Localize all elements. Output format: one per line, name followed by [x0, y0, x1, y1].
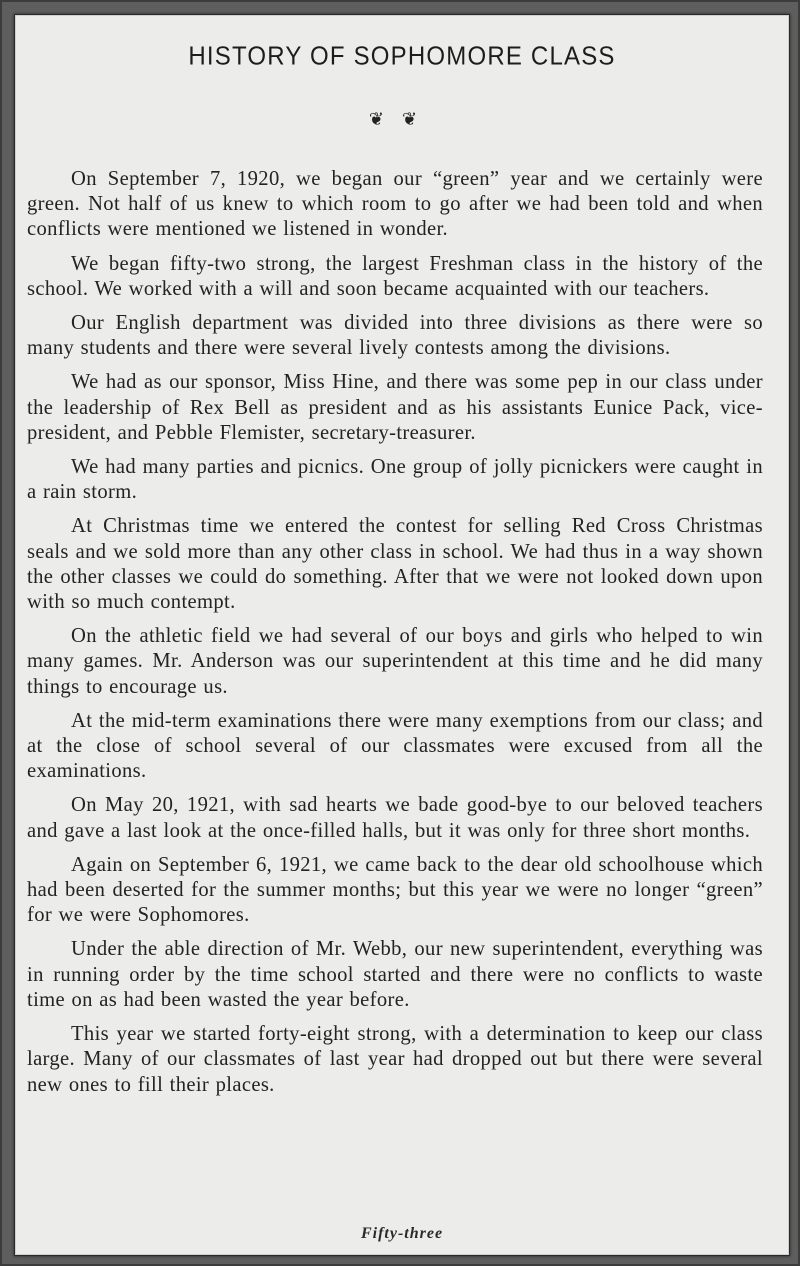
paragraph: We had many parties and picnics. One group of jolly picnickers were caught in a rain storm. — [27, 456, 763, 504]
paragraph: Our English department was divided into three divisions as there were so many students and there were several lively contests among the divisions. — [27, 312, 763, 360]
fleuron-icon: ❦ — [368, 109, 402, 130]
paragraph: On May 20, 1921, with sad hearts we bade good-bye to our beloved teachers and gave a last look at the once-filled halls, but it was only for three short months. — [27, 794, 763, 842]
paragraph: At Christmas time we entered the contest for selling Red Cross Christmas seals and we sold more than any other class in school. We had thus in a way shown the other classes we could do something. After that we were not looked down upon with so much contempt. — [27, 515, 763, 614]
paragraph: Under the able direction of Mr. Webb, our new superintendent, everything was in running order by the time school started and there were no conflicts to waste time on as had been wasted the year before. — [27, 938, 763, 1011]
paragraph: Again on September 6, 1921, we came back to the dear old schoolhouse which had been deserted for the summer months; but this year we were no longer “green” for we were Sophomores. — [27, 853, 763, 927]
ornament-divider — [15, 109, 789, 130]
paragraph: We began fifty-two strong, the largest Freshman class in the history of the school. We worked with a will and soon became acquainted with our teachers. — [27, 252, 763, 300]
page-number: Fifty-three — [360, 1225, 444, 1242]
paragraph: On September 7, 1920, we began our “green” year and we certainly were green. Not half of us knew to which room to go after we had been told and when conflicts were mentioned we listened in wonder. — [27, 168, 763, 241]
book-page — [14, 14, 790, 1256]
article-body — [27, 167, 763, 1107]
fleuron-icon: ❦ — [402, 109, 436, 130]
paragraph: At the mid-term examinations there were many exemptions from our class; and at the close of school several of our classmates were excused from all the examinations. — [27, 709, 763, 783]
page-title: HISTORY OF SOPHOMORE CLASS — [188, 41, 616, 72]
paragraph: We had as our sponsor, Miss Hine, and there was some pep in our class under the leadership of Rex Bell as president and as his assistants Eunice Pack, vice-president, and Pebble Flemister, secretary-treasurer. — [27, 371, 763, 444]
paragraph: On the athletic field we had several of our boys and girls who helped to win many games. Mr. Anderson was our superintendent at this time and he did many things to encourage us. — [27, 625, 763, 698]
paragraph: This year we started forty-eight strong, with a determination to keep our class large. Many of our classmates of last year had dropped out but there were several new ones to fill their places. — [27, 1023, 763, 1096]
